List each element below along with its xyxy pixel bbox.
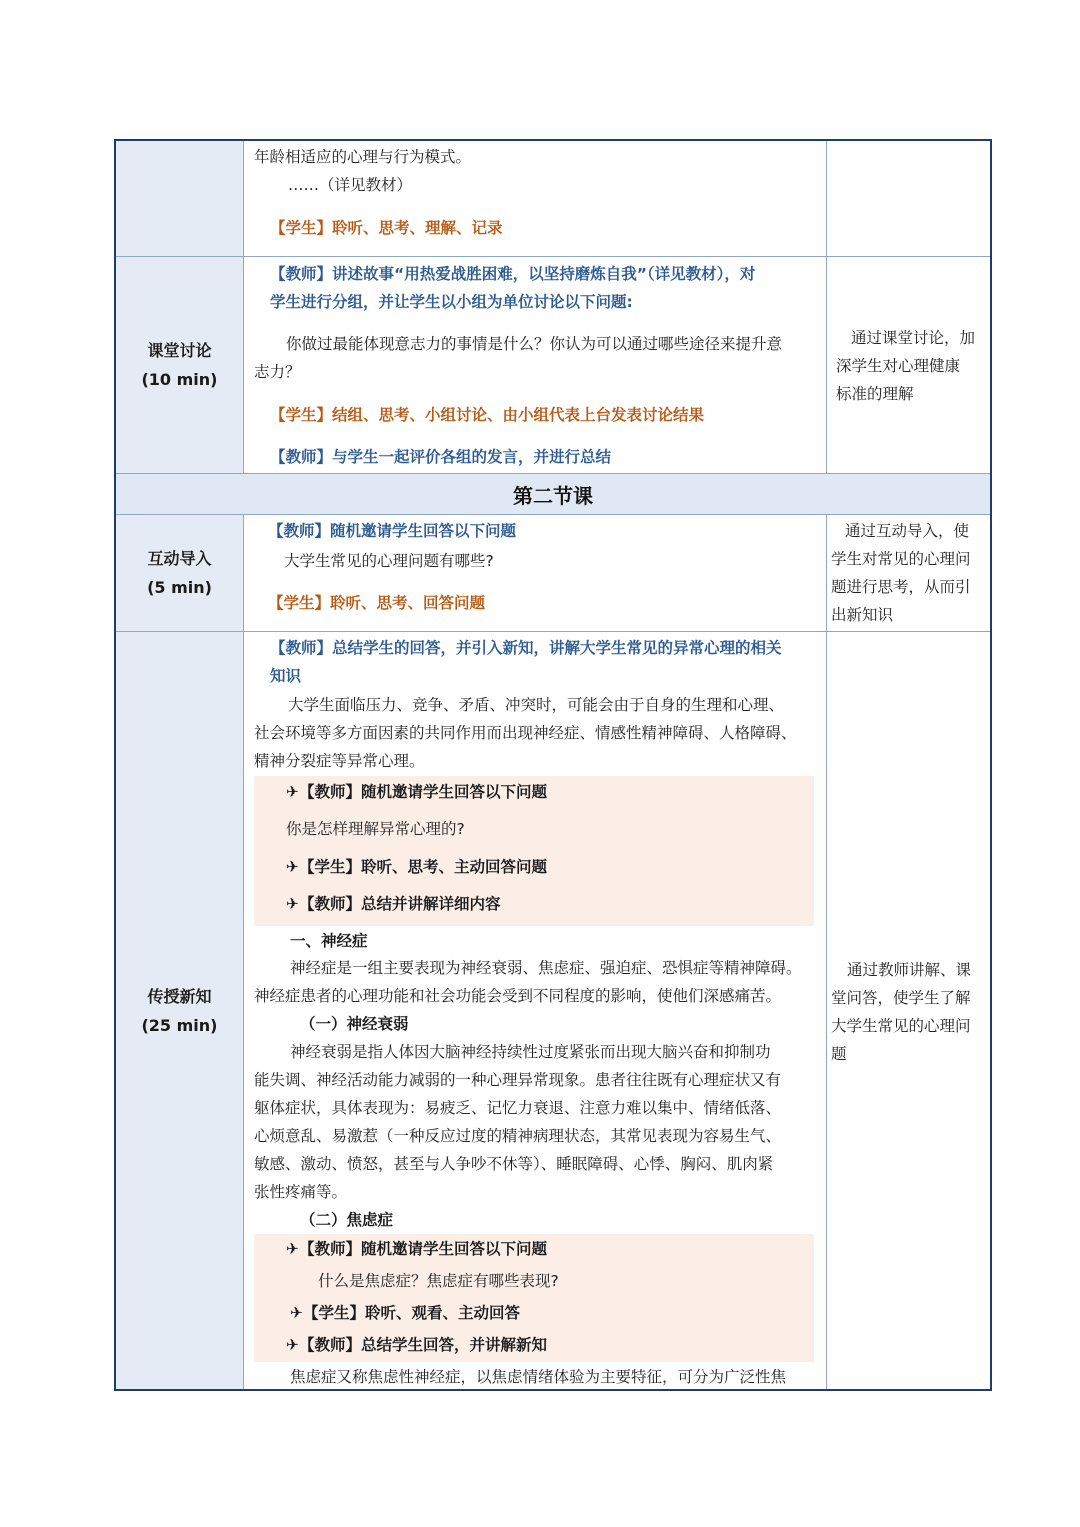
paragraph-line: 心烦意乱、易激惹（一种反应过度的精神病理状态，其常见表现为容易生气、	[254, 1127, 782, 1145]
intro-question: 大学生常见的心理问题有哪些?	[284, 552, 494, 570]
row-label-cell	[116, 141, 244, 256]
student-prompt: ✈【学生】聆听、观看、主动回答	[290, 1304, 520, 1322]
row-label: 传授新知	[147, 986, 212, 1006]
content-cell	[244, 257, 827, 473]
teacher-summary: ✈【教师】总结并讲解详细内容	[286, 895, 501, 913]
discussion-question: 你做过最能体现意志力的事情是什么？你认为可以通过哪些途径来提升意	[286, 335, 783, 353]
student-activity: 【学生】聆听、思考、回答问题	[268, 594, 486, 612]
row-time: (5 min)	[147, 578, 212, 597]
content-line: 年龄相适应的心理与行为模式。	[254, 148, 472, 166]
teacher-activity: 【教师】总结学生的回答，并引入新知，讲解大学生常见的异常心理的相关	[270, 639, 782, 657]
paragraph-line: 躯体症状，具体表现为：易疲乏、记忆力衰退、注意力难以集中、情绪低落、	[254, 1099, 782, 1117]
heading-neurosis: 一、神经症	[290, 932, 368, 950]
teacher-activity: 【教师】随机邀请学生回答以下问题	[268, 522, 517, 540]
row-label: 互动导入	[147, 549, 212, 568]
design-note: 大学生常见的心理问	[831, 1017, 971, 1035]
design-note: 通过课堂讨论，加	[851, 329, 976, 347]
qa-box	[254, 776, 814, 926]
note-cell	[827, 141, 990, 256]
teacher-activity: 【教师】讲述故事“用热爱战胜困难，以坚持磨炼自我”（详见教材），对	[270, 265, 756, 283]
section-title: 第二节课	[116, 474, 990, 515]
teacher-activity: 学生进行分组，并让学生以小组为单位讨论以下问题:	[270, 293, 633, 311]
design-note: 题进行思考，从而引	[831, 578, 971, 596]
teacher-prompt: ✈【教师】随机邀请学生回答以下问题	[286, 783, 547, 801]
content-cell	[244, 632, 827, 1389]
design-note: 通过教师讲解、课	[847, 961, 972, 979]
design-note: 学生对常见的心理问	[831, 550, 971, 568]
paragraph-line: 精神分裂症等异常心理。	[254, 752, 425, 770]
row-class-discussion	[116, 257, 990, 474]
design-note: 题	[831, 1045, 847, 1063]
paragraph-line: 社会环境等多方面因素的共同作用而出现神经症、情感性精神障碍、人格障碍、	[254, 724, 797, 742]
student-activity: 【学生】结组、思考、小组讨论、由小组代表上台发表讨论结果	[270, 406, 705, 424]
student-activity: 【学生】聆听、思考、理解、记录	[270, 219, 503, 237]
paragraph-line: 焦虑症又称焦虑性神经症，以焦虑情绪体验为主要特征，可分为广泛性焦	[290, 1368, 787, 1386]
lesson-plan-table	[114, 139, 992, 1391]
row-interactive-intro	[116, 515, 990, 632]
row-label-cell	[116, 257, 244, 473]
note-cell	[827, 515, 990, 631]
paragraph-line: 敏感、激动、愤怒，甚至与人争吵不休等）、睡眠障碍、心悸、胸闷、肌肉紧	[254, 1155, 774, 1173]
note-cell	[827, 632, 990, 1389]
teacher-activity: 【教师】与学生一起评价各组的发言，并进行总结	[270, 448, 612, 466]
row-label-cell	[116, 632, 244, 1389]
heading-anxiety: （二）焦虑症	[300, 1211, 394, 1229]
row-continuation	[116, 141, 990, 257]
qa-question: 什么是焦虑症？焦虑症有哪些表现?	[318, 1272, 559, 1290]
content-cell	[244, 515, 827, 631]
qa-question: 你是怎样理解异常心理的?	[286, 820, 465, 838]
paragraph-line: 大学生面临压力、竞争、矛盾、冲突时，可能会由于自身的生理和心理、	[288, 696, 785, 714]
row-time: (25 min)	[141, 1015, 218, 1035]
row-new-knowledge	[116, 632, 990, 1389]
paragraph-line: 能失调、神经活动能力减弱的一种心理异常现象。患者往往既有心理症状又有	[254, 1071, 782, 1089]
qa-box	[254, 1234, 814, 1362]
content-cell	[244, 141, 827, 256]
content-line: ……（详见教材）	[288, 176, 413, 194]
note-cell	[827, 257, 990, 473]
heading-neurasthenia: （一）神经衰弱	[300, 1015, 409, 1033]
design-note: 堂问答，使学生了解	[831, 989, 971, 1007]
paragraph-line: 神经症是一组主要表现为神经衰弱、焦虑症、强迫症、恐惧症等精神障碍。	[290, 959, 802, 977]
student-prompt: ✈【学生】聆听、思考、主动回答问题	[286, 858, 547, 876]
design-note: 标准的理解	[836, 385, 914, 403]
paragraph-line: 张性疼痛等。	[254, 1183, 348, 1201]
paragraph-line: 神经衰弱是指人体因大脑神经持续性过度紧张而出现大脑兴奋和抑制功	[290, 1043, 771, 1061]
teacher-summary: ✈【教师】总结学生回答，并讲解新知	[286, 1336, 547, 1354]
design-note: 通过互动导入，使	[845, 522, 970, 540]
design-note: 出新知识	[831, 606, 894, 624]
row-label: 课堂讨论	[147, 341, 212, 360]
design-note: 深学生对心理健康	[836, 357, 961, 375]
row-time: (10 min)	[141, 370, 218, 389]
discussion-question: 志力？	[254, 363, 301, 381]
teacher-prompt: ✈【教师】随机邀请学生回答以下问题	[286, 1240, 547, 1258]
row-label-cell	[116, 515, 244, 631]
paragraph-line: 神经症患者的心理功能和社会功能会受到不同程度的影响，使他们深感痛苦。	[254, 987, 782, 1005]
teacher-activity: 知识	[270, 667, 302, 685]
